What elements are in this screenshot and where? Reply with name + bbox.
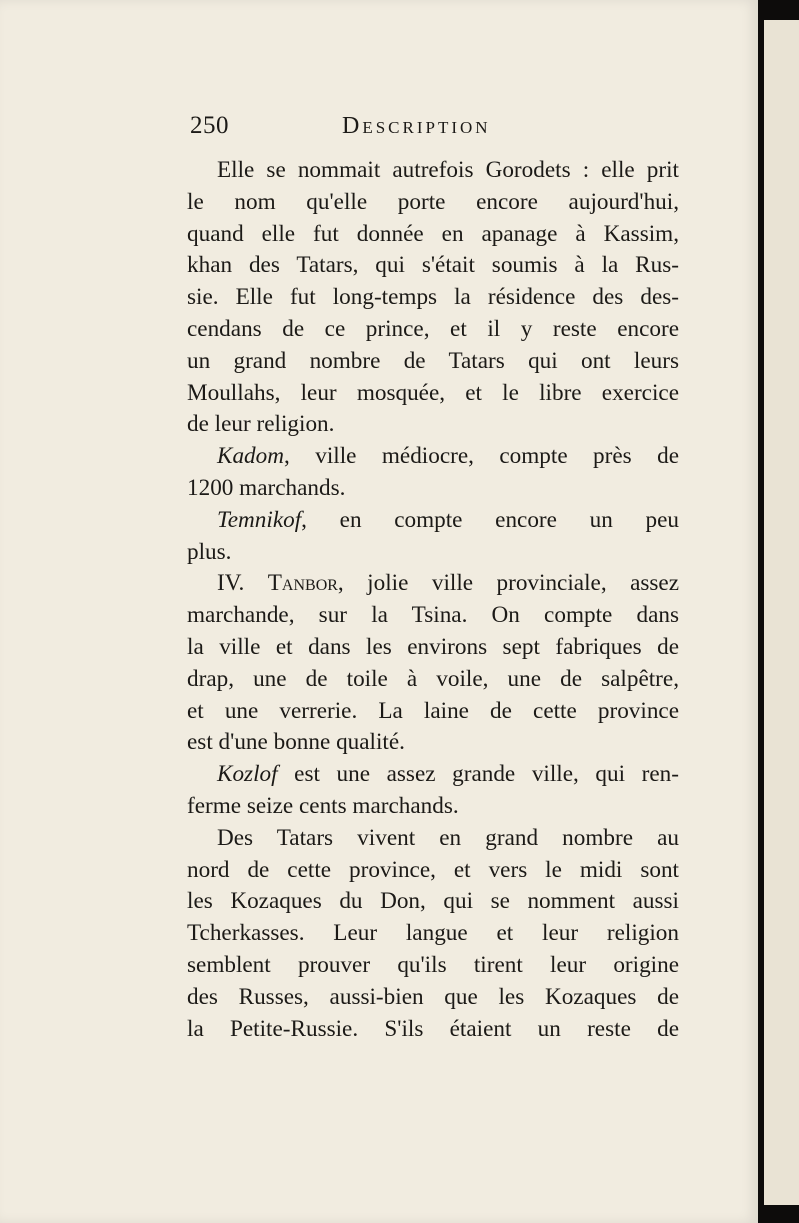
text-line: cendans de ce prince, et il y reste encore [187, 315, 679, 342]
section-numeral: IV. [217, 570, 245, 597]
body-text [187, 155, 679, 1045]
text-line: 1200 marchands. [187, 474, 346, 501]
text-line: khan des Tatars, qui s'était soumis à la Rus- [187, 252, 679, 279]
text-line: drap, une de toile à voile, une de salpêtre, [187, 665, 679, 692]
text-line: semblent prouver qu'ils tirent leur origine [187, 951, 679, 978]
text-line: Tcherkasses. Leur langue et leur religion [187, 920, 679, 947]
text-line: et une verrerie. La laine de cette province [187, 697, 679, 724]
text-line: Des Tatars vivent en grand nombre au [217, 824, 679, 851]
text-line: les Kozaques du Don, qui se nomment aussi [187, 888, 679, 915]
text-line: plus. [187, 538, 232, 565]
text-line: la Petite-Russie. S'ils étaient un reste de [187, 1015, 679, 1042]
text-line: sie. Elle fut long-temps la résidence des des- [187, 284, 679, 311]
adjacent-page-edge [764, 20, 799, 1205]
text-line: Moullahs, leur mosquée, et le libre exercice [187, 379, 679, 406]
text-line: le nom qu'elle porte encore aujourd'hui, [187, 188, 679, 215]
text-line: des Russes, aussi-bien que les Kozaques de [187, 983, 679, 1010]
text-line-temnikof: Temnikof, en compte encore un peu [217, 506, 679, 533]
text-line: Elle se nommait autrefois Gorodets : elle prit [217, 157, 679, 183]
text-line: ferme seize cents marchands. [187, 792, 459, 819]
text-line-kozlof: Kozlof est une assez grande ville, qui ren- [217, 761, 679, 788]
place-name-kozlof: Kozlof [217, 761, 278, 788]
text-line: marchande, sur la Tsina. On compte dans [187, 602, 679, 629]
text-line: un grand nombre de Tatars qui ont leurs [187, 347, 679, 374]
running-head: Description [342, 113, 491, 139]
place-name-temnikof: Temnikof [217, 506, 302, 533]
page-number: 250 [190, 112, 229, 139]
place-name-kadom: Kadom [217, 443, 284, 470]
text-line: nord de cette province, et vers le midi sont [187, 856, 679, 883]
text-line-tanbor: IV. Tanbor, jolie ville provinciale, assez [217, 570, 679, 597]
text-line: de leur religion. [187, 411, 335, 438]
text-line-kadom: Kadom, ville médiocre, compte près de [217, 443, 679, 470]
text-line: quand elle fut donnée en apanage à Kassim, [187, 220, 679, 247]
page-header [190, 112, 690, 152]
place-name-tanbor: Tanbor [267, 570, 338, 597]
text-line: la ville et dans les environs sept fabriques de [187, 633, 679, 660]
text-line: est d'une bonne qualité. [187, 729, 405, 756]
